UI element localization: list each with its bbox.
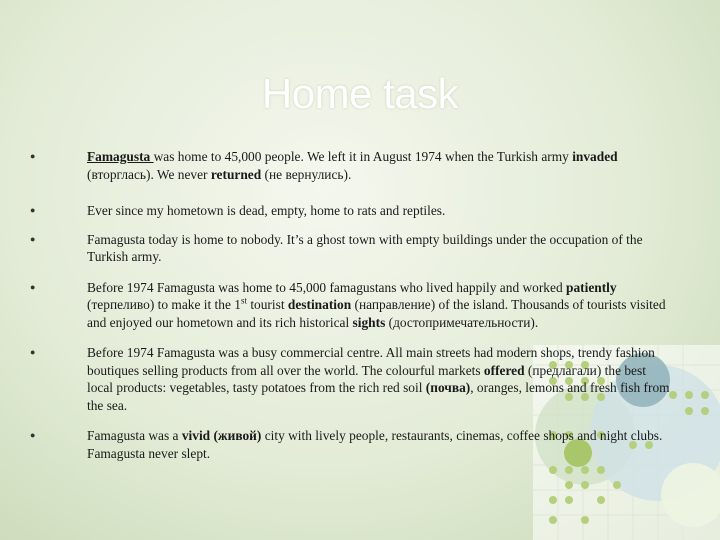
bullet-dot-icon: ●	[30, 151, 36, 161]
bullet-dot-icon: ●	[30, 205, 36, 215]
slide-title: Home task	[261, 70, 459, 117]
bullet-dot-icon: ●	[30, 281, 36, 292]
bullet-dot-icon: ●	[30, 430, 36, 440]
bullet-dot-icon: ●	[30, 347, 36, 357]
bullet-item-6: ● Famagusta was a vivid (живой) city with lively people, restaurants, cinemas, coffee shops and night clubs. Famagusta never slept.	[30, 428, 663, 461]
bullet-list	[30, 148, 670, 462]
bullet-item-2: ● Ever since my hometown is dead, empty, home to rats and reptiles.	[30, 203, 446, 218]
bullet-item-1: ● Famagusta was home to 45,000 people. We left it in August 1974 when the Turkish army invaded (вторглась). We never returned (не вернулись).	[30, 149, 618, 182]
bullet-item-5: ● Before 1974 Famagusta was a busy commercial centre. All main streets had modern shops, trendy fashion boutiques selling products from all over the world. The colourful markets offered (предлагали) the best local products: vegetables, tasty potatoes from the rich red soil (почва), oranges, lemons and fresh fish from the sea.	[30, 345, 670, 413]
bullet-dot-icon: ●	[30, 233, 36, 244]
bullet-item-3: ● Famagusta today is home to nobody. It’s a ghost town with empty buildings under the occupation of the Turkish army.	[30, 231, 643, 264]
bullet-item-4: ● Before 1974 Famagusta was home to 45,000 famagustans who lived happily and worked patiently (терпеливо) to make it the 1st tourist destination (направление) of the island. Thousands of tourists visited and enjoyed our hometown and its rich historical sights (достопримечательности).	[30, 279, 666, 330]
